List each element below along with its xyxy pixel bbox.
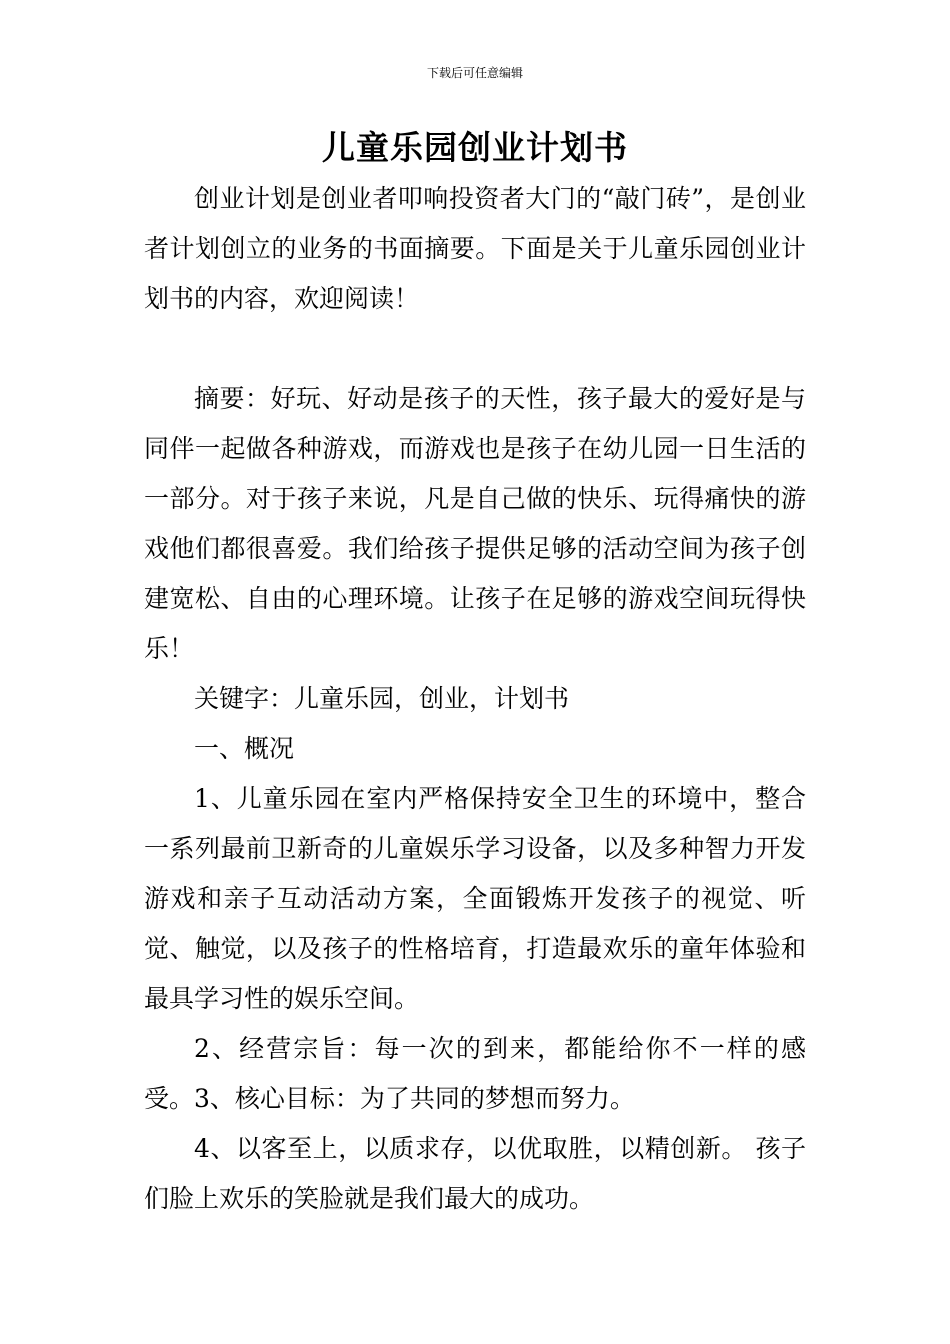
overview-item-4: 4、以客至上，以质求存，以优取胜，以精创新。 孩子们脸上欢乐的笑脸就是我们最大的成功。 bbox=[144, 1134, 806, 1213]
abstract-paragraph: 摘要：好玩、好动是孩子的天性，孩子最大的爱好是与同伴一起做各种游戏，而游戏也是孩子在幼儿园一日生活的一部分。对于孩子来说，凡是自己做的快乐、玩得痛快的游戏他们都很喜爱。我们给孩子提供足够的活动空间为孩子创建宽松、自由的心理环境。让孩子在足够的游戏空间玩得快乐！ bbox=[144, 384, 806, 663]
overview-item-2: 2、经营宗旨：每一次的到来，都能给你不一样的感受。 bbox=[144, 1034, 806, 1113]
document-title: 儿童乐园创业计划书 bbox=[322, 128, 628, 167]
header-note: 下载后可任意编辑 bbox=[426, 66, 523, 80]
keywords-paragraph: 关键字：儿童乐园，创业，计划书 bbox=[194, 684, 570, 713]
overview-item-3: 3、核心目标：为了共同的梦想而努力。 bbox=[194, 1084, 635, 1113]
overview-item-1: 1、儿童乐园在室内严格保持安全卫生的环境中，整合一系列最前卫新奇的儿童娱乐学习设备，以及多种智力开发游戏和亲子互动活动方案，全面锻炼开发孩子的视觉、听觉、触觉，以及孩子的性格培育，打造最欢乐的童年体验和最具学习性的娱乐空间。 bbox=[144, 784, 806, 1013]
section-heading-overview: 一、概况 bbox=[194, 734, 295, 763]
intro-paragraph: 创业计划是创业者叩响投资者大门的“敲门砖”，是创业者计划创立的业务的书面摘要。下面是关于儿童乐园创业计划书的内容，欢迎阅读！ bbox=[144, 184, 806, 313]
